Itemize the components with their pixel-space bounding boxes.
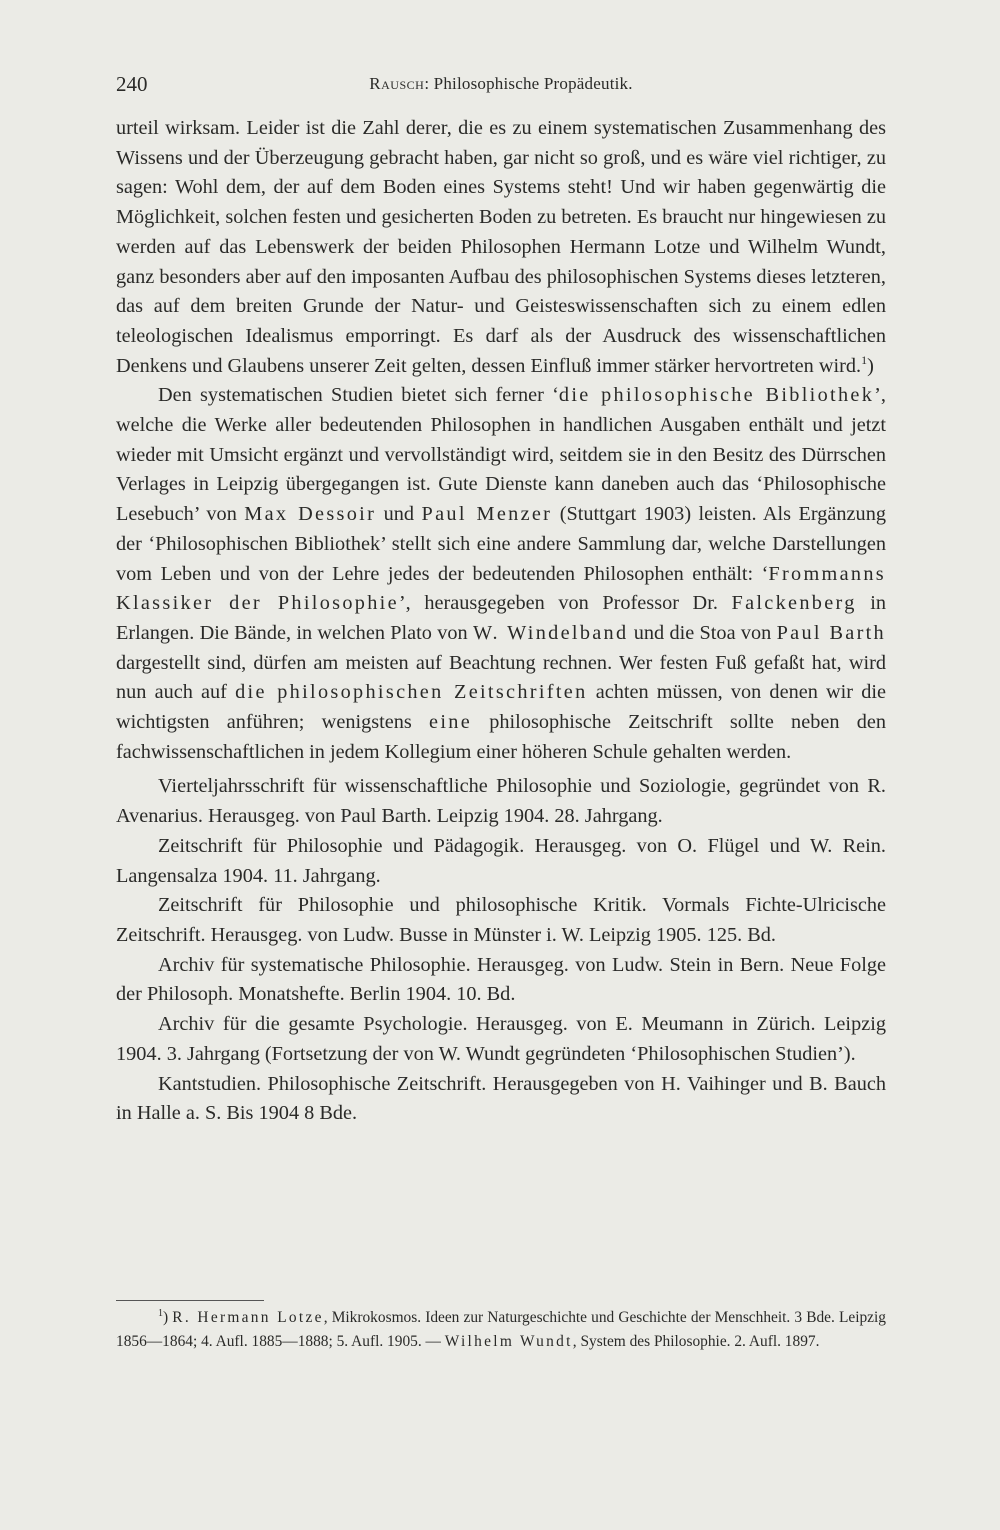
footnote-reference-paren: ) xyxy=(867,354,874,377)
journal-entry: Kantstudien. Philosophische Zeitschrift. Herausgegeben von H. Vaihinger und B. Bauch in Halle a. S. Bis 1904 8 Bde. xyxy=(116,1072,886,1125)
footnote xyxy=(116,1306,886,1353)
body-text xyxy=(116,114,886,1129)
text-run: und die Stoa von xyxy=(628,621,777,644)
footnotes xyxy=(116,1306,886,1353)
journal-entry: Zeitschrift für Philosophie und philosophische Kritik. Vormals Fichte-Ulricische Zeitschrift. Herausgeg. von Ludw. Busse in Münster i. W. Leipzig 1905. 125. Bd. xyxy=(116,894,886,946)
text-run: ’, welche die Werke aller bedeutenden Philosophen in handlichen Ausgaben enthält und jetzt wieder mit Umsicht ergänzt und vervollständigt wird, seitdem sie in den Besitz des Dürrschen Verlages in Leipzig übergegangen ist. Gute Dienste kann daneben auch das ‘Philosophische Lesebuch’ von xyxy=(116,384,886,526)
spaced-phrase: die philosophischen Zeitschriften xyxy=(235,681,588,704)
spaced-title: die philosophische Bibliothek xyxy=(558,384,875,407)
text-run: in Erlangen. Die Bände, in welchen Plato von xyxy=(116,592,887,644)
spaced-name: W. Windelband xyxy=(472,621,629,644)
journal-entry: Zeitschrift für Philosophie und Pädagogik. Herausgeg. von O. Flügel und W. Rein. Langensalza 1904. 11. Jahrgang. xyxy=(116,834,886,887)
text-run: ’, herausgegeben von Professor Dr. xyxy=(398,592,732,615)
spaced-name: R. Hermann Lotze xyxy=(172,1309,324,1326)
footnote-text: , Mikrokosmos. Ideen zur Naturgeschichte und Geschichte der Menschheit. 3 Bde. Leipzig 1856—1864; 4. Aufl. 1885—1888; 5. Aufl. 1905. — xyxy=(116,1309,886,1350)
spaced-title: Frommanns Klassiker der Philosophie xyxy=(116,562,886,615)
text-run: und xyxy=(376,503,422,526)
running-title xyxy=(116,74,886,94)
paragraph-continuation xyxy=(116,114,886,381)
paragraph-resources xyxy=(116,381,886,767)
spaced-name: Paul Menzer xyxy=(421,503,553,526)
text-run: dargestellt sind, dürfen am meisten auf Beachtung rechnen. Wer festen Fuß gefaßt hat, wird nun auch auf xyxy=(116,651,886,704)
text-run: Den systematischen Studien bietet sich ferner ‘ xyxy=(158,384,559,407)
footnote-text: , System des Philosophie. 2. Aufl. 1897. xyxy=(572,1332,820,1350)
text-run: achten müssen, von denen wir die wichtigsten anführen; wenigstens xyxy=(116,681,886,734)
footnote-marker: 1 xyxy=(158,1307,163,1319)
paragraph-text: urteil wirksam. Leider ist die Zahl derer, die es zu einem systematischen Zusammenhang des Wissens und der Überzeugung gebracht haben, gar nicht so groß, und es wäre viel richtiger, zu sagen: Wohl dem, der auf dem Boden eines Systems steht! Und wir haben gegenwärtig die Möglichkeit, solchen festen und gesicherten Boden zu betreten. Es braucht nur hingewiesen zu werden auf das Lebenswerk der beiden Philosophen Hermann Lotze und Wilhelm Wundt, ganz besonders aber auf den imposanten Aufbau des philosophischen Systems dieses letzteren, das auf dem breiten Grunde der Natur- und Geisteswissenschaften sich zu einem edlen teleologischen Idealismus emporringt. Es darf als der Ausdruck des wissenschaftlichen Denkens und Glaubens unserer Zeit gelten, dessen Einfluß immer stärker hervortreten wird. xyxy=(116,117,886,377)
spaced-name: Max Dessoir xyxy=(244,503,377,526)
text-run: philosophische Zeitschrift sollte neben den fachwissenschaftlichen in jedem Kollegium einer höheren Schule gehalten werden. xyxy=(116,711,886,763)
spaced-name: Falckenberg xyxy=(731,592,857,615)
journal-entry: Vierteljahrsschrift für wissenschaftliche Philosophie und Soziologie, gegründet von R. Avenarius. Herausgeg. von Paul Barth. Leipzig 1904. 28. Jahrgang. xyxy=(116,775,886,828)
journal-list xyxy=(116,772,886,1128)
spaced-name: Paul Barth xyxy=(776,621,887,644)
footnote-marker-paren: ) xyxy=(163,1309,173,1326)
spaced-name: Wilhelm Wundt xyxy=(444,1332,573,1350)
journal-entry: Archiv für die gesamte Psychologie. Herausgeg. von E. Meumann in Zürich. Leipzig 1904. 3. Jahrgang (Fortsetzung der von W. Wundt gegründeten ‘Philosophischen Studien’). xyxy=(116,1013,886,1065)
footnote-divider xyxy=(116,1300,264,1301)
page-number: 240 xyxy=(116,72,148,96)
journal-entry: Archiv für systematische Philosophie. Herausgeg. von Ludw. Stein in Bern. Neue Folge der Philosoph. Monatshefte. Berlin 1904. 10. Bd. xyxy=(116,953,886,1006)
spaced-word: eine xyxy=(429,711,473,734)
page-header xyxy=(116,72,886,100)
footnote-reference: 1 xyxy=(861,352,868,367)
running-title-author: Rausch xyxy=(369,74,425,93)
running-title-text: : Philosophische Propädeutik. xyxy=(424,74,633,93)
text-run: (Stuttgart 1903) leisten. Als Ergänzung der ‘Philosophischen Bibliothek’ stellt sich eine andere Sammlung dar, welche Darstellungen vom Leben und von der Lehre jedes der bedeutenden Philosophen enthält: ‘ xyxy=(116,503,886,585)
